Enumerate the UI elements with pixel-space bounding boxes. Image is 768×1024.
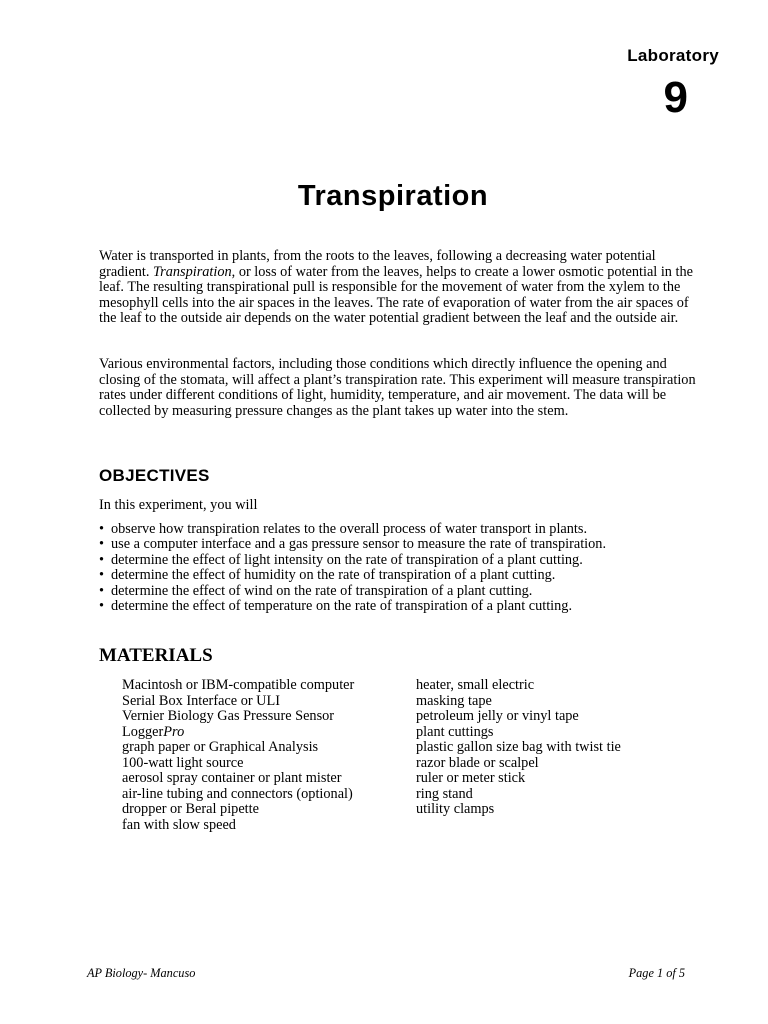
logger-pro-plain: Logger (122, 723, 164, 740)
objective-text: determine the effect of temperature on the rate of transpiration of a plant cutting. (111, 598, 573, 615)
material-item: 100-watt light source (122, 754, 244, 771)
bullet-icon: • (99, 551, 105, 568)
bullet-icon: • (99, 582, 105, 599)
lab-number: 9 (663, 73, 688, 122)
objective-item (99, 522, 719, 537)
objective-item (99, 568, 719, 583)
material-item: razor blade or scalpel (416, 754, 539, 771)
objective-item (99, 584, 719, 599)
transpiration-term: Transpiration (153, 263, 232, 280)
objectives-intro: In this experiment, you will (99, 497, 258, 513)
objective-text: observe how transpiration relates to the overall process of water transport in plants. (111, 521, 588, 537)
materials-list-left (122, 678, 354, 833)
lab-label: Laboratory (627, 46, 719, 65)
intro-text-start: Water is transported in plants, from the roots to the leaves, following a decreasing water potential gradient. (99, 248, 656, 280)
material-item-logger-pro (122, 725, 354, 741)
material-item: Vernier Biology Gas Pressure Sensor (122, 708, 335, 724)
objective-item (99, 537, 719, 552)
objectives-list (99, 522, 719, 614)
objective-text: determine the effect of light intensity on the rate of transpiration of a plant cutting. (111, 551, 583, 568)
objective-item (99, 599, 719, 614)
intro-paragraph (99, 249, 699, 327)
material-item: dropper or Beral pipette (122, 801, 259, 817)
material-item: ring stand (416, 785, 473, 802)
material-item: aerosol spray container or plant mister (122, 770, 342, 786)
bullet-icon: • (99, 521, 105, 537)
material-item: petroleum jelly or vinyl tape (416, 708, 579, 724)
bullet-icon: • (99, 598, 105, 615)
objective-text: determine the effect of humidity on the rate of transpiration of a plant cutting. (111, 567, 556, 584)
material-item: utility clamps (416, 801, 495, 817)
objective-item (99, 553, 719, 568)
material-item: ruler or meter stick (416, 770, 526, 786)
page-title: Transpiration (297, 180, 489, 212)
material-item: Serial Box Interface or ULI (122, 692, 280, 709)
intro-text-end: , or loss of water from the leaves, helps to create a lower osmotic potential in the leaf. The resulting transpirational pull is responsible for the movement of water from the xylem to the mesophyll cells into the air spaces in the leaves. The rate of evaporation of water from the air spaces of the leaf to the outside air depends on the water potential gradient between the leaf and the outside air. (99, 263, 693, 326)
material-item: plant cuttings (416, 723, 494, 740)
material-item: air-line tubing and connectors (optional) (122, 785, 353, 802)
bullet-icon: • (99, 567, 105, 584)
material-item: graph paper or Graphical Analysis (122, 739, 319, 755)
material-item: plastic gallon size bag with twist tie (416, 739, 621, 755)
logger-pro-italic: Pro (163, 723, 185, 740)
objective-text: use a computer interface and a gas pressure sensor to measure the rate of transpiration. (111, 536, 607, 553)
footer-course: AP Biology- Mancuso (87, 966, 196, 980)
materials-list-right (416, 678, 621, 818)
material-item: heater, small electric (416, 677, 535, 693)
factors-paragraph: Various environmental factors, including those conditions which directly influence the opening and closing of the stomata, will affect a plant’s transpiration rate. This experiment will measure transpiration rates under different conditions of light, humidity, temperature, and air movement. The data will be collected by measuring pressure changes as the plant takes up water into the stem. (99, 356, 696, 419)
material-item: masking tape (416, 692, 492, 709)
materials-heading: MATERIALS (99, 645, 213, 666)
footer-page-number: Page 1 of 5 (628, 966, 685, 980)
material-item: fan with slow speed (122, 816, 236, 833)
material-item: Macintosh or IBM-compatible computer (122, 677, 355, 693)
objectives-heading: OBJECTIVES (99, 466, 210, 485)
objective-text: determine the effect of wind on the rate of transpiration of a plant cutting. (111, 582, 533, 599)
bullet-icon: • (99, 536, 105, 553)
